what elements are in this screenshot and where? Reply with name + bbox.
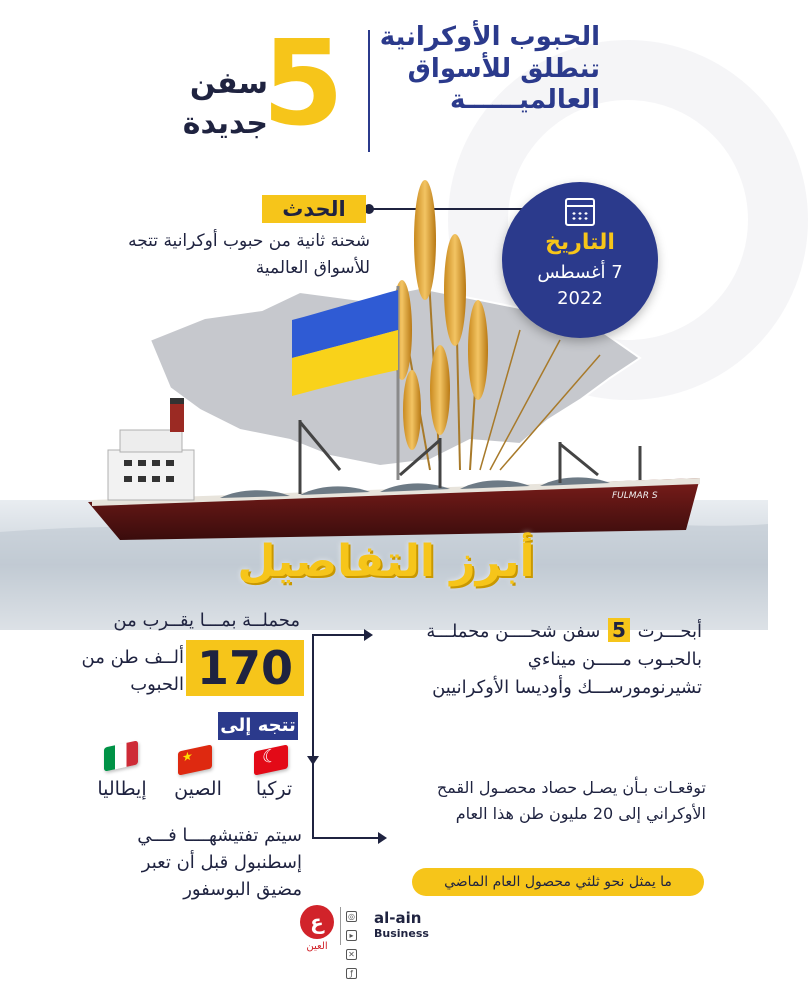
connector-top <box>312 634 368 636</box>
harvest-note-pill: ما يمثل نحو ثلثي محصول العام الماضي <box>412 868 704 896</box>
italy-flag-icon <box>104 740 138 771</box>
connector-vertical <box>312 634 314 839</box>
date-badge <box>502 182 658 338</box>
title-line-1: الحبوب الأوكرانية <box>379 22 600 52</box>
country-italy: إيطاليا <box>97 778 147 800</box>
cargo-load-number: 170 <box>186 640 304 696</box>
arrow-right-icon <box>364 629 373 641</box>
brand-name: al-ain <box>374 909 422 927</box>
facebook-icon[interactable]: ƒ <box>346 968 357 979</box>
date-year: 2022 <box>557 288 603 309</box>
date-day-month: 7 أغسطس <box>537 262 623 283</box>
ships-count-number: 5 <box>262 14 345 152</box>
brand-sub: Business <box>374 927 429 940</box>
ships-word: سفن <box>189 66 268 101</box>
event-tag: الحدث <box>262 195 366 223</box>
twitter-icon[interactable]: ✕ <box>346 949 357 960</box>
arrow-down-icon <box>307 756 319 765</box>
logo-arabic-text: العين <box>306 941 328 952</box>
ships-sailed-number: 5 <box>608 618 630 642</box>
country-china: الصين <box>174 778 222 800</box>
destination-tag: تتجه إلى <box>218 712 298 740</box>
ships-sailed-text <box>420 618 702 702</box>
china-flag-icon <box>178 744 212 775</box>
cargo-load-text: محملــة بمـــا يقــرب من <box>113 610 300 631</box>
youtube-icon[interactable]: ▸ <box>346 930 357 941</box>
cargo-load-unit: ألــف طن من الحبوب <box>81 647 184 695</box>
event-description: شحنة ثانية من حبوب أوكرانية تتجه للأسواق العالمية <box>128 231 370 279</box>
inspection-text: سيتم تفتيشهــــا فـــي إسطنبول قبل أن تعبر مضيق البوسفور <box>137 825 302 900</box>
harvest-forecast-text: توقعـات بـأن يصـل حصاد محصـول القمح الأوكراني إلى 20 مليون طن هذا العام <box>436 778 706 823</box>
title-line-2: تنطلق للأسواق <box>407 53 600 84</box>
footer-brand <box>300 905 440 978</box>
details-heading: أبرز التفاصيل <box>237 536 535 587</box>
social-icons <box>346 911 372 987</box>
header-divider <box>368 30 370 152</box>
al-ain-logo-icon: ع <box>300 905 334 939</box>
country-turkey: تركيا <box>255 778 293 800</box>
instagram-icon[interactable]: ◎ <box>346 911 357 922</box>
date-label: التاريخ <box>545 230 615 255</box>
page-title <box>350 22 600 117</box>
ships-sailed-post: سفن شحــــن محملـــة بالحبـوب مـــــن ميناءي تشيرنومورســـك وأوديسا الأوكرانيين <box>426 621 702 698</box>
new-word: جديدة <box>182 106 268 141</box>
turkey-flag-icon <box>254 744 288 775</box>
calendar-icon <box>565 198 595 226</box>
footer-divider <box>340 907 341 945</box>
connector-bottom <box>312 837 382 839</box>
ship-name-label: FULMAR S <box>612 491 658 501</box>
ships-sailed-pre: أبحـــرت <box>637 621 702 642</box>
event-connector-line <box>368 208 528 210</box>
arrow-right-icon <box>378 832 387 844</box>
title-line-3: العالميــــــة <box>449 85 600 116</box>
